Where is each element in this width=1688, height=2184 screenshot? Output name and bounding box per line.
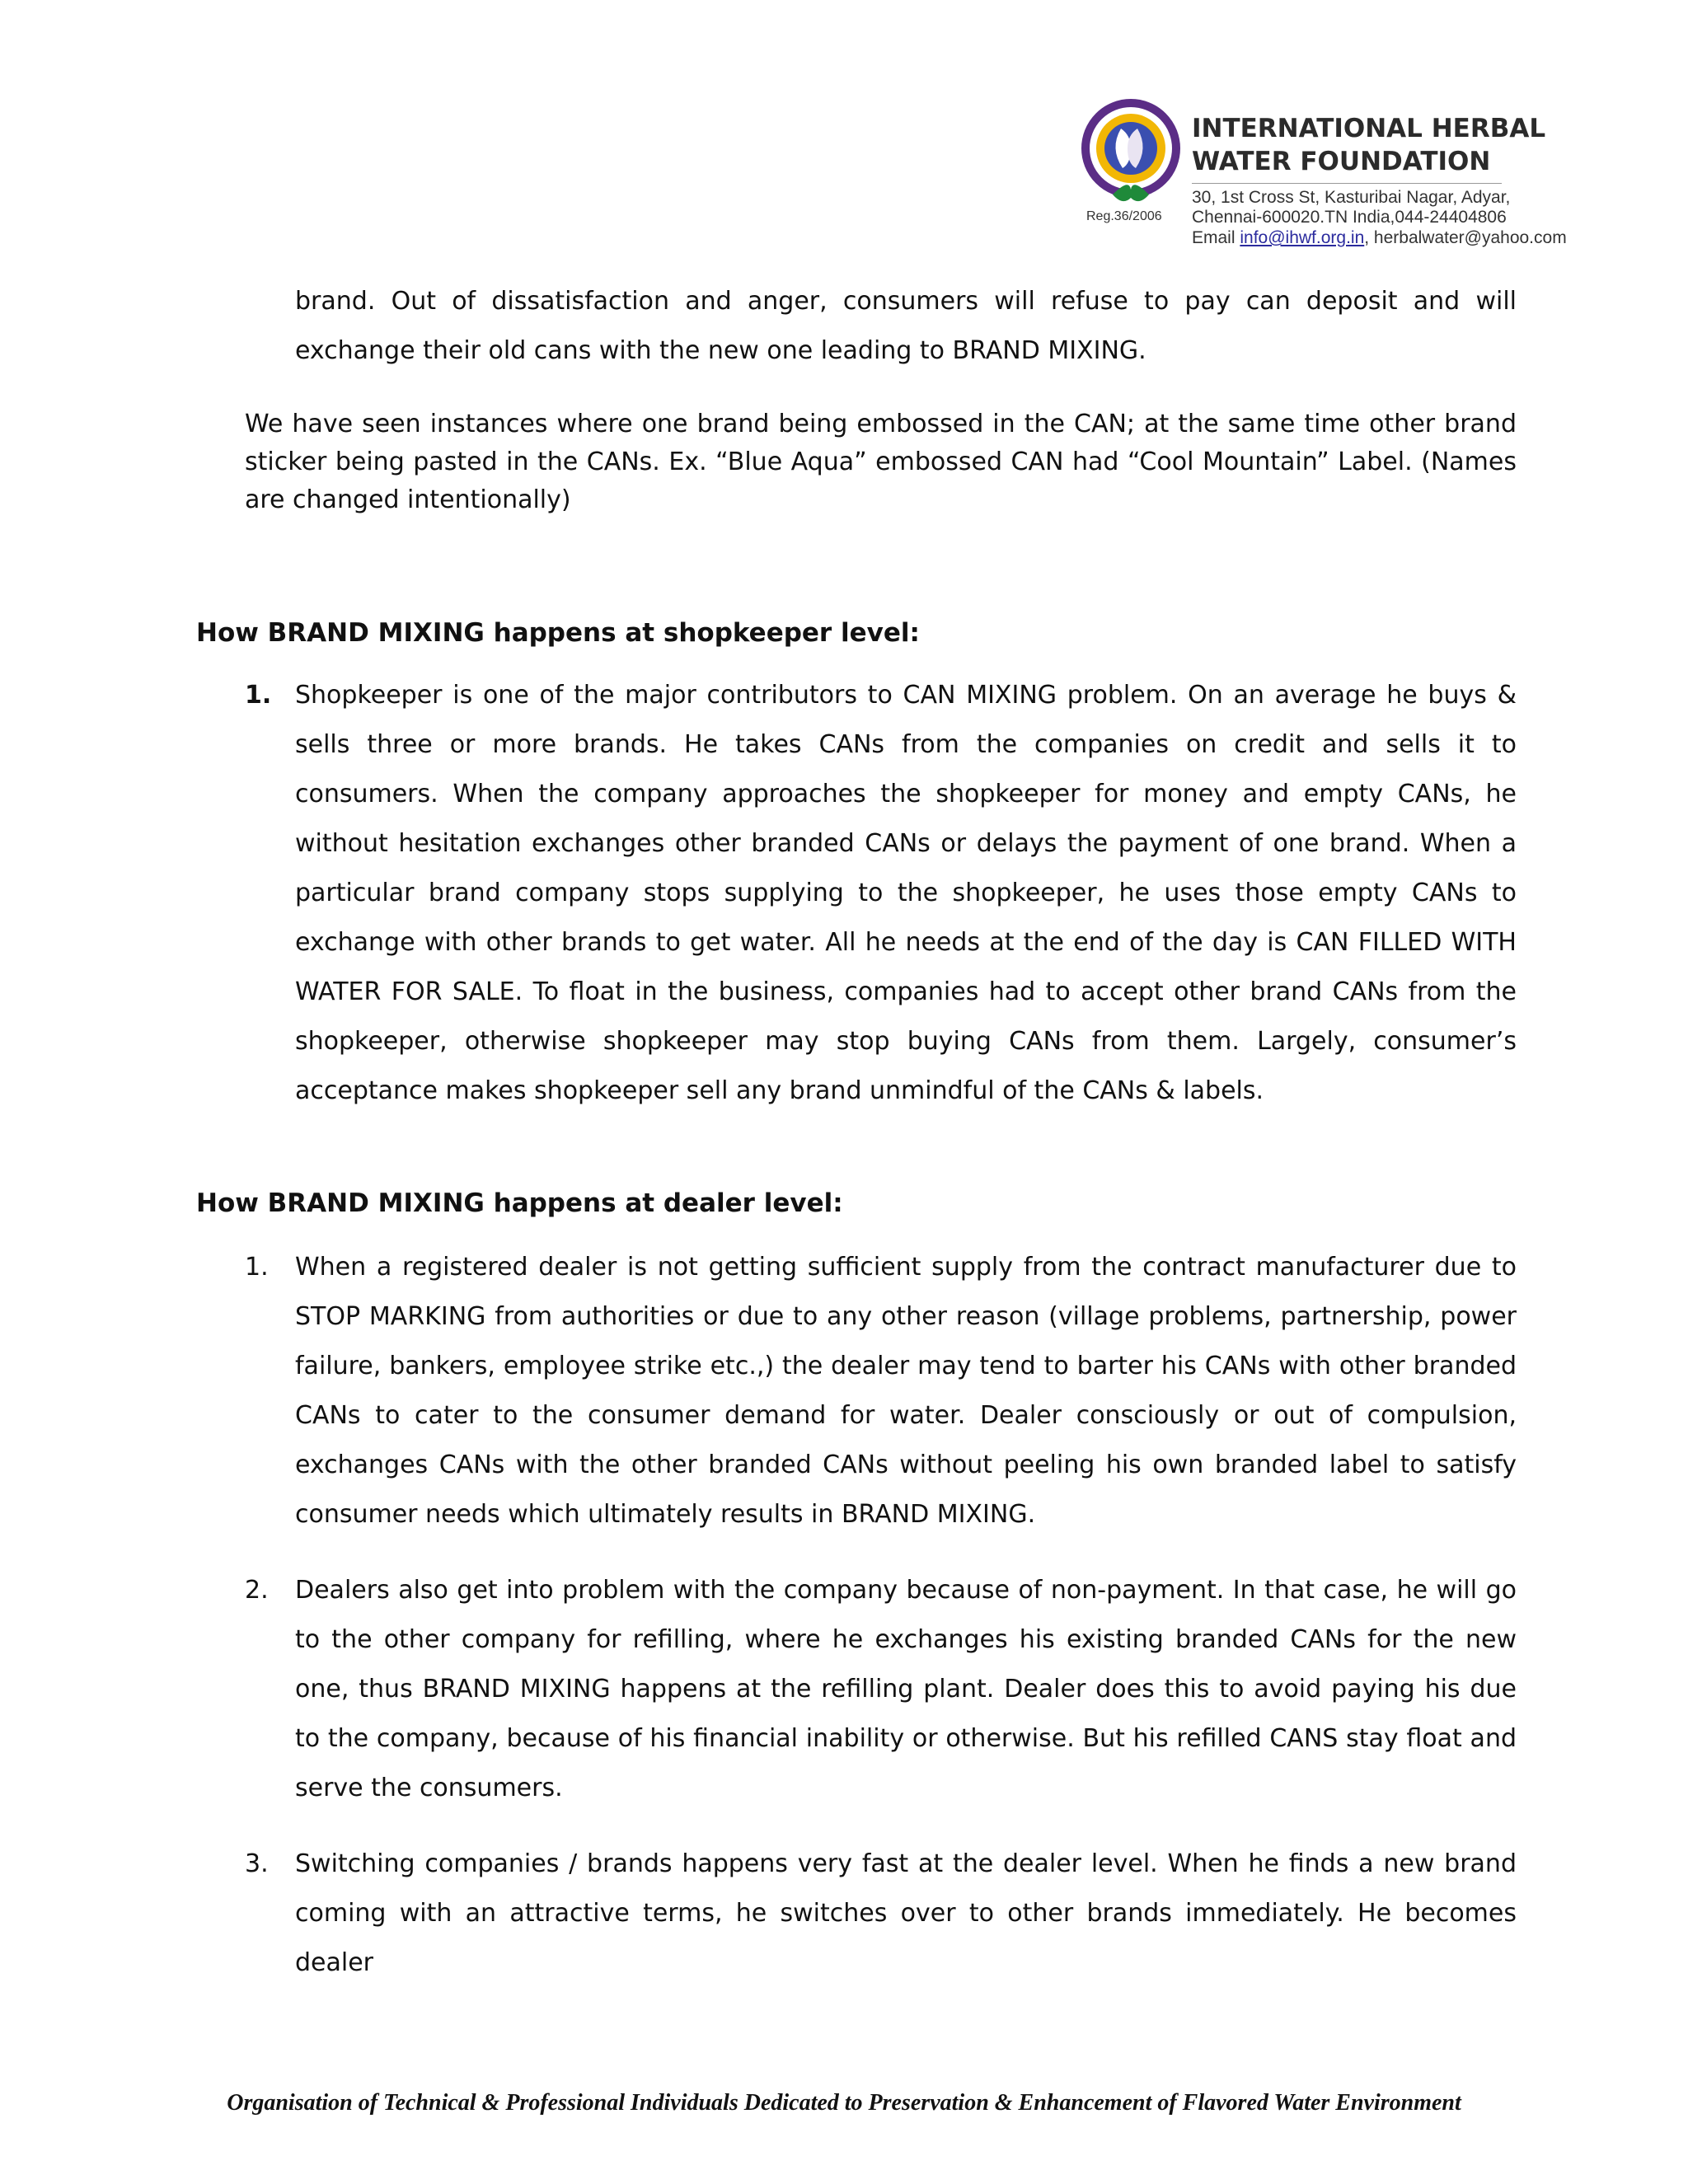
email-label: Email [1192,228,1240,247]
continued-paragraph: brand. Out of dissatisfaction and anger, consumers will refuse to pay can deposit and will exchange their old cans with the new one leading to BRAND MIXING. [295,287,1517,365]
email-rest: , herbalwater@yahoo.com [1364,228,1567,247]
org-name [1192,112,1545,178]
shopkeeper-item-text: Shopkeeper is one of the major contributors to CAN MIXING problem. On an average he buys & sells three or more brands. He takes CANs from the companies on credit and sells it to consumers. When the company approaches the shopkeeper for money and empty CANs, he without hesitation exchanges other branded CANs or delays the payment of one brand. When a particular brand company stops supplying to the shopkeeper, he uses those empty CANs to exchange with other brands to get water. All he needs at the end of the day is CAN FILLED WITH WATER FOR SALE. To float in the business, companies had to accept other brand CANs from the shopkeeper, otherwise shopkeeper may stop buying CANs from them. Largely, consumer’s acceptance makes shopkeeper sell any brand unmindful of the CANs & labels. [295,681,1517,1105]
email-line [1192,228,1567,248]
shopkeeper-item-number: 1. [245,681,272,710]
address-line1: 30, 1st Cross St, Kasturibai Nagar, Adyar, [1192,188,1511,207]
registration-number: Reg.36/2006 [1086,209,1162,223]
dealer-item-2-number: 2. [245,1576,269,1605]
email-link[interactable]: info@ihwf.org.in [1240,228,1365,247]
org-name-line1: INTERNATIONAL HERBAL [1192,114,1546,143]
dealer-section-heading: How BRAND MIXING happens at dealer level: [196,1188,843,1218]
dealer-item-3-number: 3. [245,1849,269,1878]
foundation-logo-icon [1080,97,1187,221]
dealer-item-2-text: Dealers also get into problem with the company because of non-payment. In that case, he will go to the other company for refilling, where he exchanges his existing branded CANs for the new one, thus BRAND MIXING happens at the refilling plant. Dealer does this to avoid paying his due to the company, because of his financial inability or otherwise. But his refilled CANS stay float and serve the consumers. [295,1576,1517,1802]
header-divider [1192,183,1502,184]
instances-paragraph: We have seen instances where one brand being embossed in the CAN; at the same time other brand sticker being pasted in the CANs. Ex. “Blue Aqua” embossed CAN had “Cool Mountain” Label. (Names are changed intentionally) [245,410,1517,514]
shopkeeper-section-heading: How BRAND MIXING happens at shopkeeper level: [196,618,920,648]
address-line2: Chennai-600020.TN India,044-24404806 [1192,208,1507,227]
dealer-item-3-text: Switching companies / brands happens very fast at the dealer level. When he finds a new brand coming with an attractive terms, he switches over to other brands immediately. He becomes dealer [295,1849,1517,1977]
footer-tagline: Organisation of Technical & Professional Individuals Dedicated to Preservation & Enhancement of Flavored Water Environment [227,2090,1461,2116]
dealer-item-1-number: 1. [245,1253,269,1282]
org-name-line2: WATER FOUNDATION [1192,147,1491,176]
dealer-item-1-text: When a registered dealer is not getting sufficient supply from the contract manufacturer due to STOP MARKING from authorities or due to any other reason (village problems, partnership, power failure, bankers, employee strike etc.,) the dealer may tend to barter his CANs with other branded CANs to cater to the consumer demand for water. Dealer consciously or out of compulsion, exchanges CANs with the other branded CANs without peeling his own branded label to satisfy consumer needs which ultimately results in BRAND MIXING. [295,1253,1517,1529]
